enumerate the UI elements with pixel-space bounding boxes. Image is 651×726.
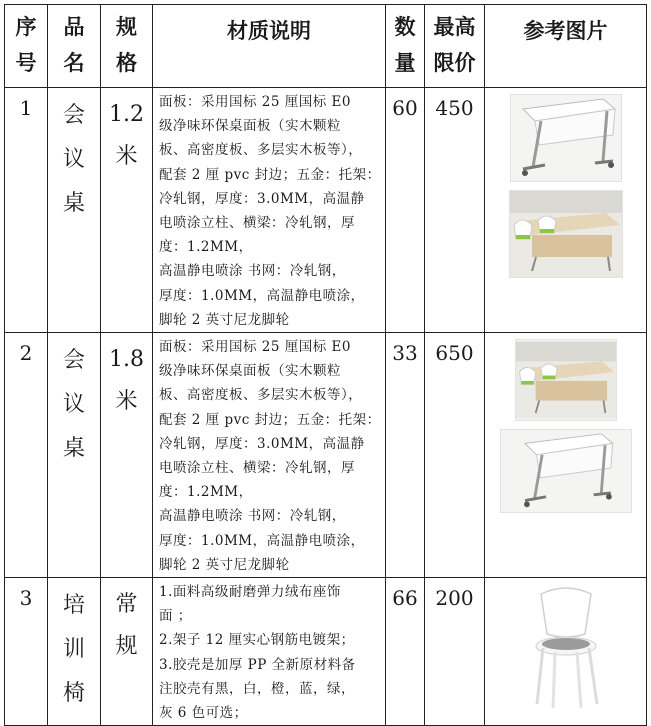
header-name: 品 名 <box>48 5 101 88</box>
header-spec: 规 格 <box>101 5 153 88</box>
cell-material: 1.面料高级耐磨弹力绒布座饰 面 ； 2.架子 12 厘实心钢筋电镀架； 3.胶壳是加厚 PP 全新原材料备 注胶壳有黑，白，橙，蓝，绿， 灰 6 色可选； <box>153 578 386 726</box>
meeting-room-image <box>515 339 617 421</box>
cell-material: 面板：采用国标 25 厘国标 E0 级净味环保桌面板（实木颗粒 板、高密度板、多层实木板等）， 配套 2 厘 pvc 封边；五金：托架： 冷轧钢，厚度：3.0MM，高温静 电喷涂立柱、横梁：冷轧钢，厚 度：1.2MM， 高温静电喷涂 书网：冷轧钢， 厚度：1.0MM，高温静电喷涂， 脚轮 2 英寸尼龙脚轮 <box>153 88 386 333</box>
table-row <box>5 333 647 578</box>
cell-images <box>485 88 647 333</box>
header-row <box>5 5 647 88</box>
header-seq: 序 号 <box>5 5 48 88</box>
header-material: 材质说明 <box>153 5 386 88</box>
cell-seq: 3 <box>5 578 48 726</box>
cell-qty: 66 <box>386 578 425 726</box>
cell-price: 650 <box>425 333 485 578</box>
cell-qty: 60 <box>386 88 425 333</box>
header-price: 最高 限价 <box>425 5 485 88</box>
cell-name: 培 训 椅 <box>48 578 101 726</box>
cell-price: 200 <box>425 578 485 726</box>
folding-table-image <box>510 94 622 182</box>
cell-seq: 2 <box>5 333 48 578</box>
cell-images <box>485 333 647 578</box>
table-row <box>5 88 647 333</box>
cell-material: 面板：采用国标 25 厘国标 E0 级净味环保桌面板（实木颗粒 板、高密度板、多层实木板等）， 配套 2 厘 pvc 封边；五金：托架： 冷轧钢，厚度：3.0MM，高温静 电喷涂立柱、横梁：冷轧钢，厚 度：1.2MM， 高温静电喷涂 书网：冷轧钢， 厚度：1.0MM，高温静电喷涂， 脚轮 2 英寸尼龙脚轮 <box>153 333 386 578</box>
cell-seq: 1 <box>5 88 48 333</box>
cell-qty: 33 <box>386 333 425 578</box>
training-chair-image <box>511 584 621 712</box>
cell-images <box>485 578 647 726</box>
cell-name: 会 议 桌 <box>48 333 101 578</box>
cell-spec: 常 规 <box>101 578 153 726</box>
product-table <box>4 4 647 726</box>
cell-price: 450 <box>425 88 485 333</box>
cell-spec: 1.2 米 <box>101 88 153 333</box>
header-image: 参考图片 <box>485 5 647 88</box>
cell-spec: 1.8 米 <box>101 333 153 578</box>
folding-table-image <box>500 429 632 513</box>
header-qty: 数 量 <box>386 5 425 88</box>
table-row <box>5 578 647 726</box>
meeting-room-image <box>509 190 623 278</box>
cell-name: 会 议 桌 <box>48 88 101 333</box>
